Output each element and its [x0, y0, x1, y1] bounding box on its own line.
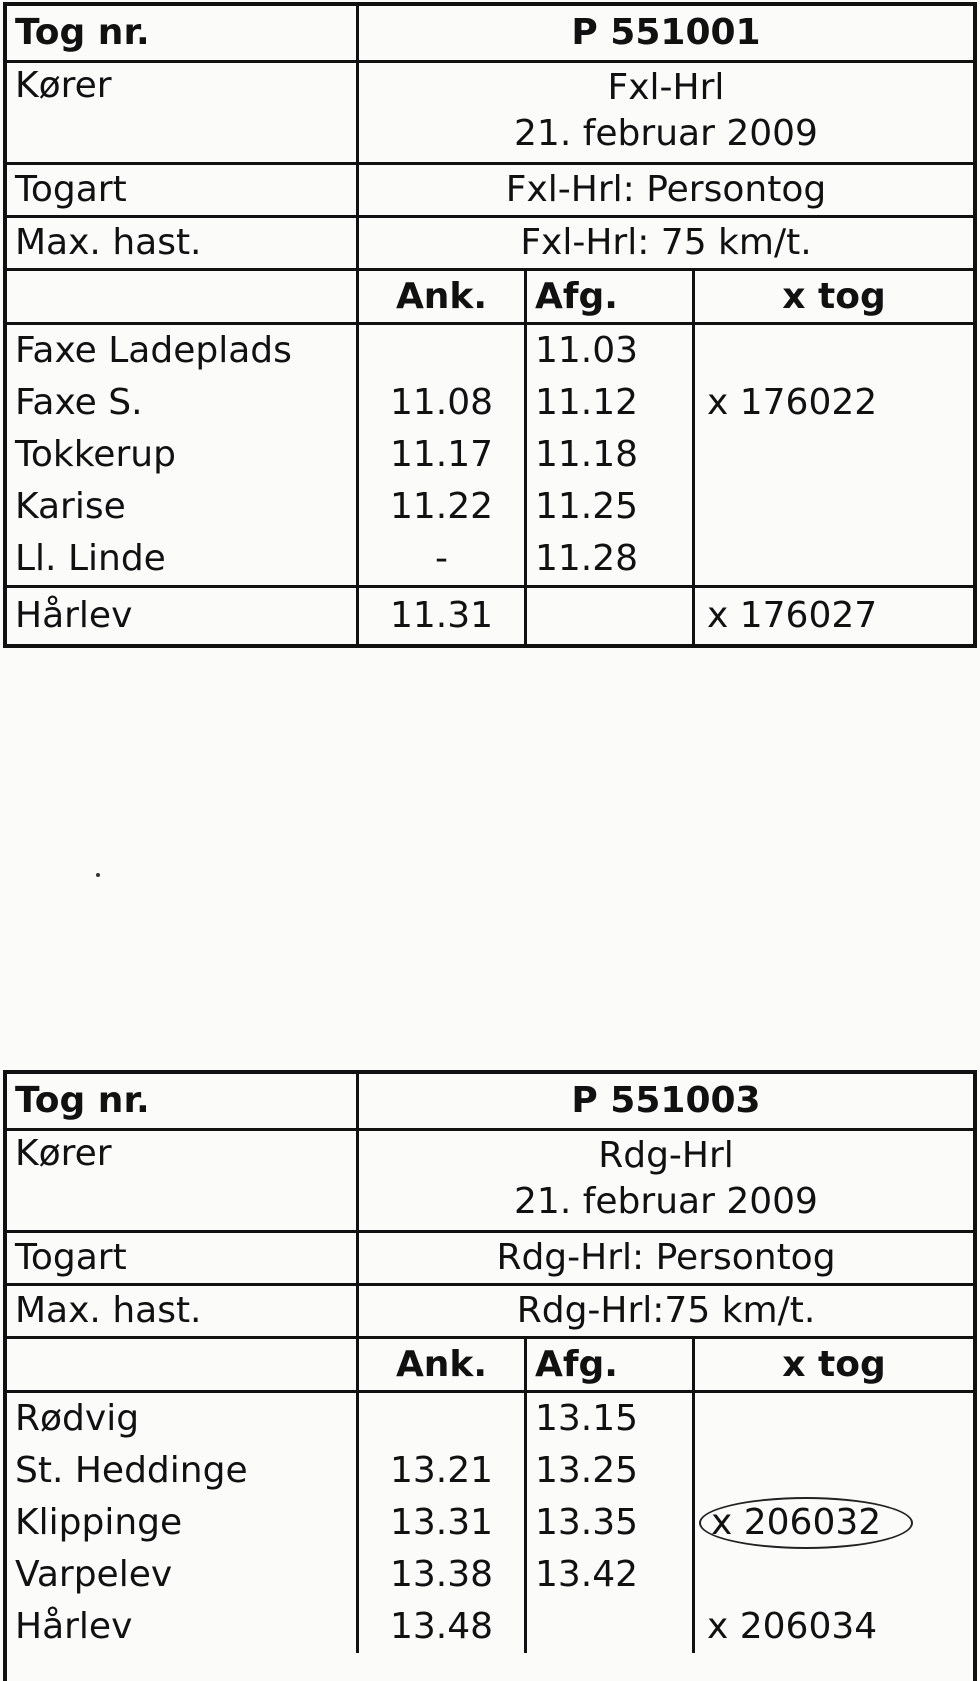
crossing-train: [695, 1393, 973, 1445]
departure-column-header: Afg.: [527, 271, 695, 322]
station-name: Hårlev: [7, 1601, 359, 1653]
station-row: [7, 588, 973, 644]
crossing-column-header: x tog: [782, 276, 886, 317]
departure-time: 11.18: [527, 429, 695, 481]
train-number-row: [7, 6, 973, 63]
station-name: Faxe S.: [7, 377, 359, 429]
timetable-p551001: [3, 2, 977, 648]
column-header-row: [7, 1339, 973, 1393]
station-row: [7, 429, 973, 481]
max-speed-label: Max. hast.: [7, 1286, 359, 1336]
max-speed-row: [7, 218, 973, 271]
driver-value: [359, 63, 973, 162]
departure-time: 11.28: [527, 533, 695, 585]
departure-time: 13.25: [527, 1445, 695, 1497]
station-row: [7, 1601, 973, 1653]
station-row: [7, 1549, 973, 1601]
driver-value: [359, 1131, 973, 1230]
station-row: [7, 1393, 973, 1445]
crossing-train: [695, 1497, 973, 1549]
arrival-time: 11.08: [359, 377, 527, 429]
station-column-header: [7, 1339, 359, 1390]
departure-column-header: Afg.: [527, 1339, 695, 1390]
driver-label: Kører: [7, 63, 359, 162]
driver-row: [7, 63, 973, 165]
train-number-value: P 551001: [571, 12, 761, 53]
train-type-row: [7, 165, 973, 218]
arrival-time: [359, 1393, 527, 1445]
train-type-row: [7, 1233, 973, 1286]
station-row: [7, 533, 973, 588]
driver-date: 21. februar 2009: [514, 1181, 818, 1222]
arrival-time: 11.22: [359, 481, 527, 533]
arrival-time: 13.48: [359, 1601, 527, 1653]
max-speed-row: [7, 1286, 973, 1339]
max-speed-label: Max. hast.: [7, 218, 359, 268]
train-number-row: [7, 1074, 973, 1131]
arrival-time: -: [359, 533, 527, 585]
crossing-train: [695, 325, 973, 377]
station-name: Klippinge: [7, 1497, 359, 1549]
crossing-train: x 206034: [707, 1606, 878, 1647]
crossing-train: x 176027: [707, 595, 878, 636]
station-row: [7, 1445, 973, 1497]
crossing-train: [695, 1445, 973, 1497]
arrival-time: [359, 325, 527, 377]
departure-time: 11.25: [527, 481, 695, 533]
departure-time: 11.12: [527, 377, 695, 429]
departure-time: 13.42: [527, 1549, 695, 1601]
station-column-header: [7, 271, 359, 322]
arrival-time: 11.17: [359, 429, 527, 481]
station-row: [7, 325, 973, 377]
train-type-label: Togart: [7, 165, 359, 215]
crossing-train: [695, 1549, 973, 1601]
station-row: [7, 377, 973, 429]
train-type-label: Togart: [7, 1233, 359, 1283]
crossing-train: [695, 533, 973, 585]
scan-speck: [96, 873, 100, 877]
max-speed-value: Rdg-Hrl:75 km/t.: [516, 1290, 816, 1331]
station-name: Rødvig: [7, 1393, 359, 1445]
station-name: Ll. Linde: [7, 533, 359, 585]
arrival-time: 11.31: [359, 588, 527, 644]
station-name: Hårlev: [7, 588, 359, 644]
driver-route: Rdg-Hrl: [598, 1135, 734, 1176]
train-number-label: Tog nr.: [7, 6, 359, 60]
crossing-column-header: x tog: [782, 1344, 886, 1385]
train-type-value: Fxl-Hrl: Persontog: [505, 169, 827, 210]
station-name: Karise: [7, 481, 359, 533]
driver-date: 21. februar 2009: [514, 113, 818, 154]
train-number-value: P 551003: [571, 1080, 761, 1121]
circled-crossing-train: x 206032: [699, 1497, 913, 1549]
driver-label: Kører: [7, 1131, 359, 1230]
departure-time: [527, 1601, 695, 1653]
station-row: [7, 1497, 973, 1549]
arrival-time: 13.31: [359, 1497, 527, 1549]
driver-route: Fxl-Hrl: [607, 67, 725, 108]
crossing-train: [695, 429, 973, 481]
station-name: Tokkerup: [7, 429, 359, 481]
station-name: Faxe Ladeplads: [7, 325, 359, 377]
departure-time: 11.03: [527, 325, 695, 377]
departure-time: [527, 588, 695, 644]
station-name: St. Heddinge: [7, 1445, 359, 1497]
arrival-column-header: Ank.: [359, 271, 527, 322]
crossing-train: [695, 481, 973, 533]
train-type-value: Rdg-Hrl: Persontog: [496, 1237, 836, 1278]
station-name: Varpelev: [7, 1549, 359, 1601]
train-number-label: Tog nr.: [7, 1074, 359, 1128]
crossing-train: x 176022: [707, 382, 878, 423]
column-header-row: [7, 271, 973, 325]
departure-time: 13.35: [527, 1497, 695, 1549]
max-speed-value: Fxl-Hrl: 75 km/t.: [520, 222, 812, 263]
arrival-column-header: Ank.: [359, 1339, 527, 1390]
departure-time: 13.15: [527, 1393, 695, 1445]
arrival-time: 13.38: [359, 1549, 527, 1601]
driver-row: [7, 1131, 973, 1233]
arrival-time: 13.21: [359, 1445, 527, 1497]
station-row: [7, 481, 973, 533]
timetable-p551003: [3, 1070, 977, 1681]
